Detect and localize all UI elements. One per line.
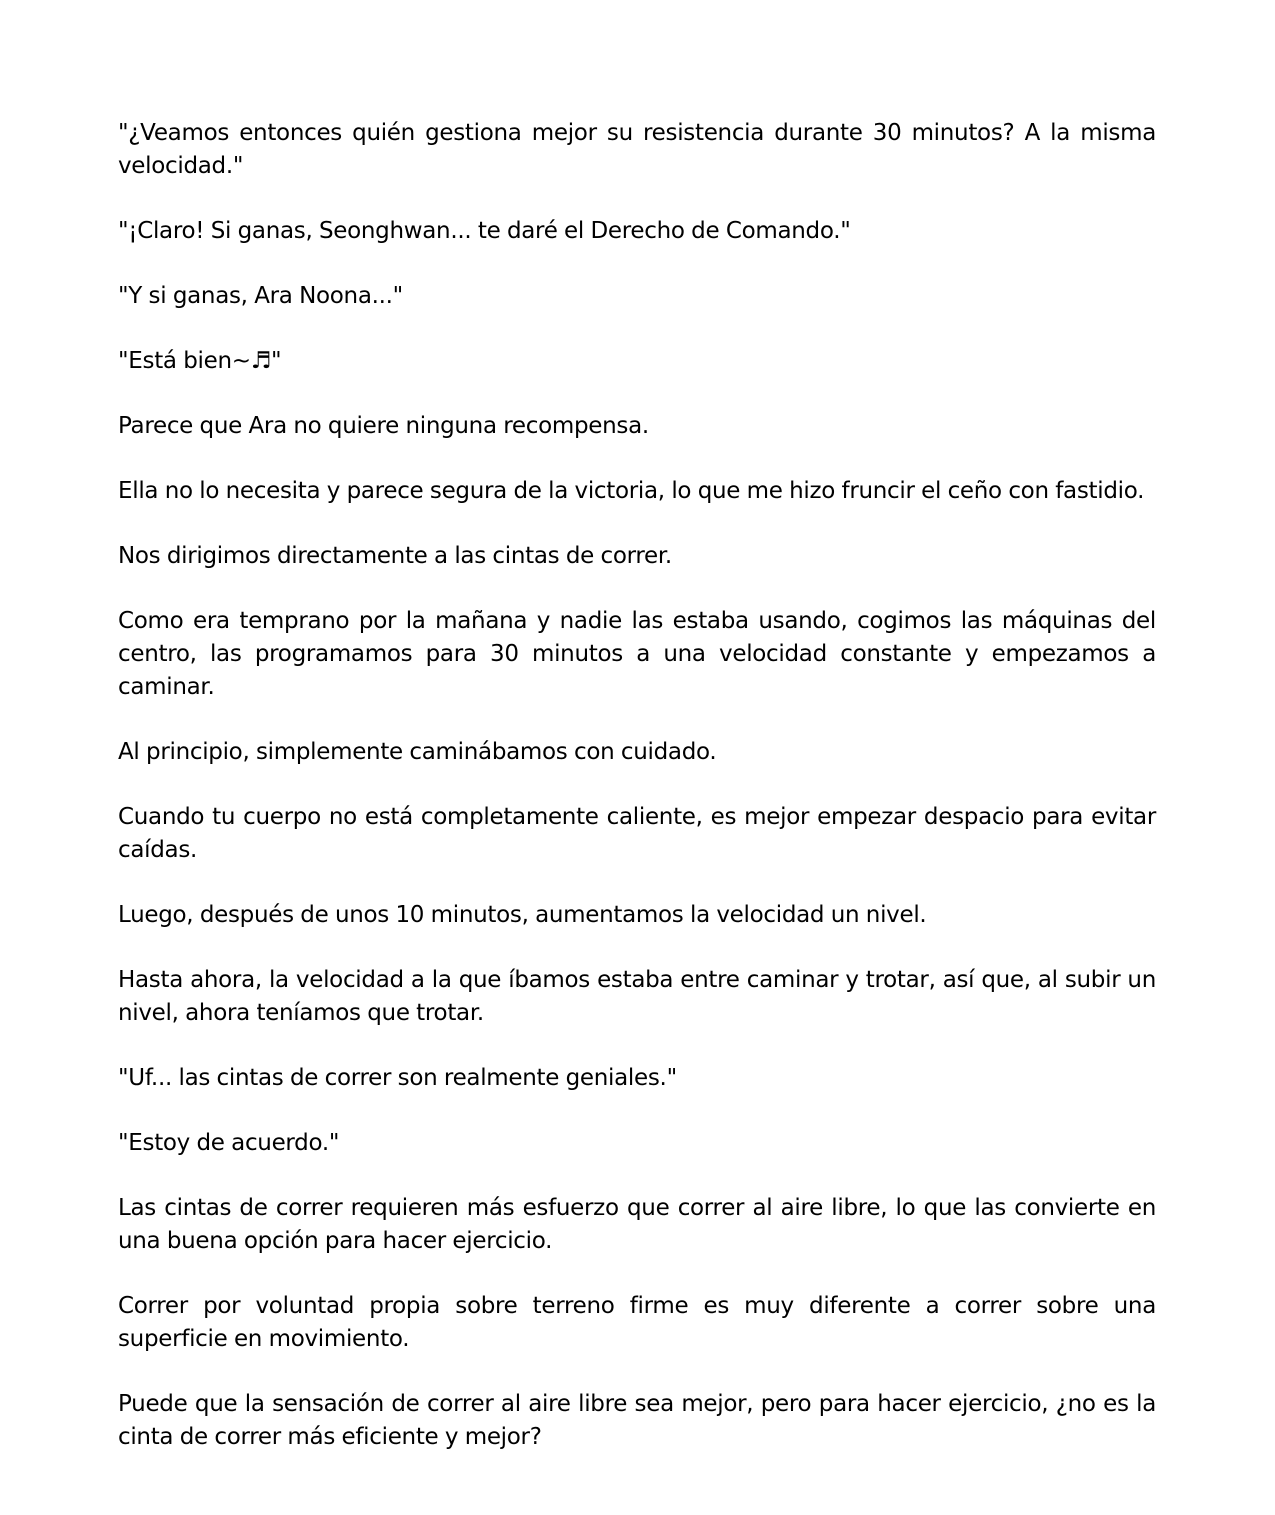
paragraph: "¡Claro! Si ganas, Seonghwan... te daré el Derecho de Comando.": [118, 218, 851, 244]
paragraph: Parece que Ara no quiere ninguna recompensa.: [118, 413, 649, 439]
paragraph: "Uf... las cintas de correr son realmente geniales.": [118, 1065, 677, 1091]
paragraph: Puede que la sensación de correr al aire libre sea mejor, pero para hacer ejercicio, ¿no es la cinta de correr más eficiente y mejor?: [118, 1391, 1156, 1450]
paragraph: Al principio, simplemente caminábamos con cuidado.: [118, 739, 717, 765]
document-body: [118, 117, 1156, 1486]
paragraph: "Estoy de acuerdo.": [118, 1130, 340, 1156]
paragraph: Como era temprano por la mañana y nadie las estaba usando, cogimos las máquinas del centro, las programamos para 30 minutos a una velocidad constante y empezamos a caminar.: [118, 608, 1156, 700]
paragraph: "Y si ganas, Ara Noona...": [118, 283, 403, 309]
paragraph: Luego, después de unos 10 minutos, aumentamos la velocidad un nivel.: [118, 902, 927, 928]
paragraph: "Está bien~♬": [118, 348, 282, 374]
paragraph: Correr por voluntad propia sobre terreno firme es muy diferente a correr sobre una superficie en movimiento.: [118, 1293, 1156, 1352]
paragraph: Cuando tu cuerpo no está completamente caliente, es mejor empezar despacio para evitar caídas.: [118, 804, 1156, 863]
paragraph: Las cintas de correr requieren más esfuerzo que correr al aire libre, lo que las convierte en una buena opción para hacer ejercicio.: [118, 1195, 1156, 1254]
paragraph: Hasta ahora, la velocidad a la que íbamos estaba entre caminar y trotar, así que, al subir un nivel, ahora teníamos que trotar.: [118, 967, 1156, 1026]
paragraph: Nos dirigimos directamente a las cintas de correr.: [118, 543, 672, 569]
paragraph: "¿Veamos entonces quién gestiona mejor su resistencia durante 30 minutos? A la misma velocidad.": [118, 120, 1156, 179]
paragraph: Ella no lo necesita y parece segura de la victoria, lo que me hizo fruncir el ceño con fastidio.: [118, 478, 1145, 504]
